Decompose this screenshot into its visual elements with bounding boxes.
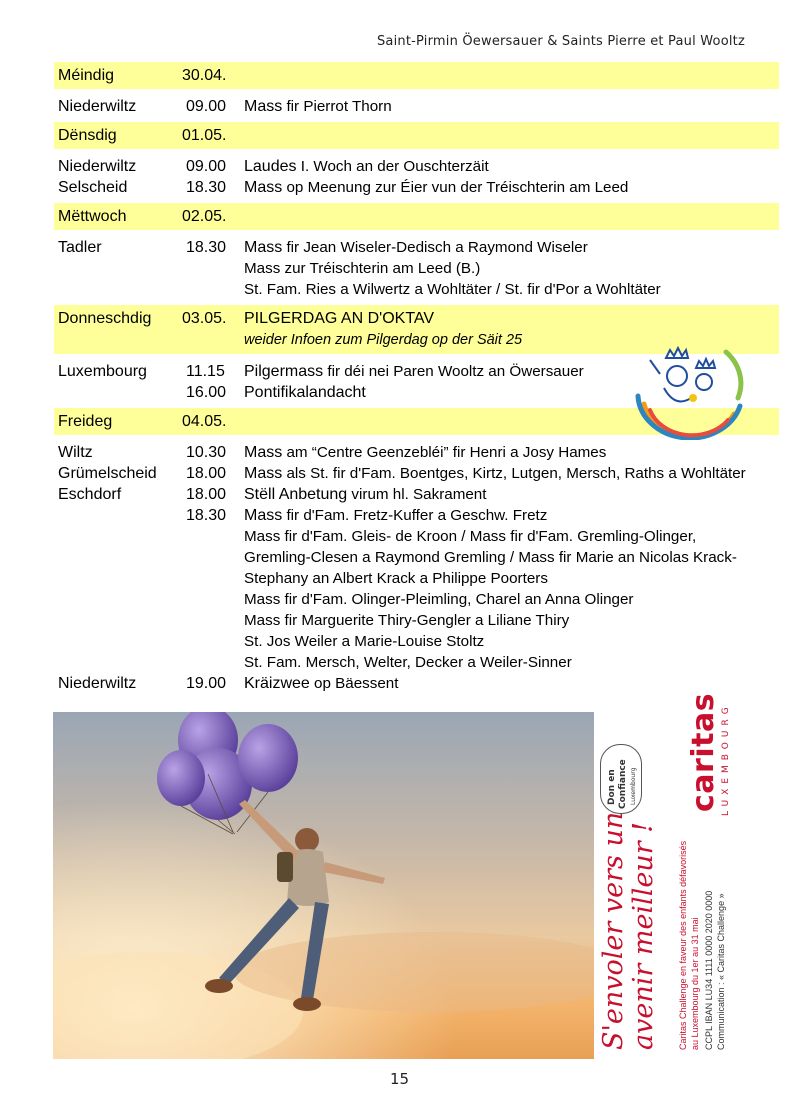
row-text — [244, 382, 366, 403]
page-number: 15 — [389, 1070, 410, 1088]
slogan-line-1: S'envoler vers un — [598, 811, 629, 1050]
row-desc: fir Jean Wiseler-Dedisch a Raymond Wiseler — [282, 239, 588, 256]
row-label: Pilgermass — [244, 363, 324, 380]
day-date: 02.05. — [182, 208, 227, 225]
schedule-row — [54, 442, 779, 463]
day-entries — [54, 442, 779, 694]
row-desc: am “Centre Geenzebléi” fir Henri a Josy Hames — [282, 444, 607, 461]
schedule-row — [54, 673, 779, 694]
schedule-row — [54, 237, 779, 258]
row-place: Grümelscheid — [58, 465, 157, 482]
row-label: Mass — [244, 98, 283, 115]
schedule-row — [54, 568, 779, 589]
row-text — [244, 547, 737, 568]
row-time: 11.15 — [186, 363, 225, 380]
day-header — [54, 62, 779, 89]
day-name: Dënsdig — [58, 127, 117, 144]
row-time: 18.00 — [186, 465, 227, 482]
row-place: Wiltz — [58, 444, 93, 461]
row-desc: Stephany an Albert Krack a Philippe Poorters — [244, 570, 548, 587]
row-time: 09.00 — [186, 158, 227, 175]
row-place: Niederwiltz — [58, 158, 137, 175]
schedule-row — [54, 258, 779, 279]
schedule-row — [54, 526, 779, 547]
row-desc: Mass fir d'Fam. Olinger-Pleimling, Charel an Anna Olinger — [244, 591, 634, 608]
schedule-row — [54, 177, 779, 198]
row-text — [244, 279, 661, 300]
row-text — [244, 361, 584, 382]
row-text — [244, 568, 548, 589]
row-desc: St. Fam. Mersch, Welter, Decker a Weiler-Sinner — [244, 654, 572, 671]
row-time: 19.00 — [186, 675, 227, 692]
schedule-row — [54, 505, 779, 526]
row-text — [244, 96, 392, 117]
row-place: Tadler — [58, 239, 102, 256]
row-desc: op Bäessent — [309, 675, 399, 692]
row-label: Mass — [244, 444, 283, 461]
day-header — [54, 203, 779, 230]
schedule-row — [54, 589, 779, 610]
row-text — [244, 589, 634, 610]
day-name: Freideg — [58, 413, 113, 430]
day-date: 01.05. — [182, 127, 227, 144]
balloon-photo — [53, 712, 594, 1059]
row-text — [244, 505, 547, 526]
row-label: Mass — [244, 179, 283, 196]
row-time: 18.30 — [186, 507, 227, 524]
page-header: Saint-Pirmin Öewersauer & Saints Pierre et Paul Wooltz — [376, 34, 745, 49]
day-entries — [54, 237, 779, 300]
ad-info-line-4: Communication : « Caritas Challenge » — [716, 893, 726, 1050]
row-text — [244, 156, 489, 177]
row-label: Laudes — [244, 158, 297, 175]
schedule-row — [54, 610, 779, 631]
row-time: 16.00 — [186, 384, 227, 401]
row-desc: op Meenung zur Éier vun der Tréischterin am Leed — [282, 179, 629, 196]
schedule-row — [54, 652, 779, 673]
stamp-line-2: Confiance — [618, 759, 628, 809]
row-desc: I. Woch an der Ouschterzäit — [296, 158, 489, 175]
row-desc: Mass zur Tréischterin am Leed (B.) — [244, 260, 481, 277]
schedule-row — [54, 96, 779, 117]
schedule-row — [54, 156, 779, 177]
slogan-line-2: avenir meilleur ! — [628, 821, 659, 1050]
row-label: Pontifikalandacht — [244, 384, 366, 401]
row-text — [244, 631, 484, 652]
day-entries — [54, 96, 779, 117]
stamp-line-3: Luxembourg — [630, 767, 637, 805]
ad-sidebar — [594, 692, 742, 1059]
row-desc: Mass fir d'Fam. Gleis- de Kroon / Mass fir d'Fam. Gremling-Olinger, — [244, 528, 697, 545]
row-text — [244, 237, 588, 258]
row-text — [244, 673, 398, 694]
row-time: 18.30 — [186, 179, 227, 196]
row-desc: Mass fir Marguerite Thiry-Gengler a Liliane Thiry — [244, 612, 570, 629]
schedule-row — [54, 547, 779, 568]
row-label: Mass — [244, 239, 283, 256]
day-title: PILGERDAG AN D'OKTAV — [244, 310, 435, 327]
row-time: 18.00 — [186, 486, 227, 503]
day-date: 04.05. — [182, 413, 227, 430]
row-text — [244, 652, 572, 673]
row-text — [244, 177, 628, 198]
row-place: Niederwiltz — [58, 675, 137, 692]
row-time: 09.00 — [186, 98, 227, 115]
balloon-flight-illustration — [53, 712, 594, 1059]
caritas-brand: caritas — [686, 692, 721, 812]
row-desc: Gremling-Clesen a Raymond Gremling / Mass fir Marie an Nicolas Krack- — [244, 549, 737, 566]
row-desc: fir Pierrot Thorn — [282, 98, 392, 115]
day-date: 30.04. — [182, 67, 227, 84]
schedule-row — [54, 631, 779, 652]
day-header — [54, 122, 779, 149]
day-name: Donneschdig — [58, 310, 152, 327]
row-label: Kräizwee — [244, 675, 310, 692]
caritas-ad — [53, 692, 742, 1059]
row-text — [244, 484, 486, 505]
row-time: 18.30 — [186, 239, 227, 256]
day-subtitle: weider Infoen zum Pilgerdag op der Säit 25 — [244, 332, 523, 348]
row-time: 10.30 — [186, 444, 227, 461]
row-text — [244, 258, 480, 279]
row-label: Stëll Anbetung — [244, 486, 348, 503]
pilgrimage-logo-icon — [630, 344, 748, 440]
row-desc: fir d'Fam. Fretz-Kuffer a Geschw. Fretz — [282, 507, 548, 524]
row-place: Eschdorf — [58, 486, 122, 503]
row-text — [244, 526, 696, 547]
row-place: Selscheid — [58, 179, 128, 196]
day-name: Méindig — [58, 67, 115, 84]
day-name: Mëttwoch — [58, 208, 127, 225]
don-en-confiance-stamp — [600, 744, 642, 814]
ad-info-line-3: CCPL IBAN LU34 1111 0000 2020 0000 — [704, 890, 714, 1050]
row-desc: St. Fam. Ries a Wilwertz a Wohltäter / St. fir d'Por a Wohltäter — [244, 281, 661, 298]
caritas-brand-sub: LUXEMBOURG — [721, 702, 731, 816]
ad-info-line-2: au Luxembourg du 1er au 31 mai — [690, 917, 700, 1050]
stamp-line-1: Don en — [607, 769, 617, 805]
row-text — [244, 463, 746, 484]
schedule-row — [54, 484, 779, 505]
row-desc: St. Jos Weiler a Marie-Louise Stoltz — [244, 633, 485, 650]
row-desc: als St. fir d'Fam. Boentges, Kirtz, Lutgen, Mersch, Raths a Wohltäter — [282, 465, 746, 482]
ad-info-line-1: Caritas Challenge en faveur des enfants défavorisés — [678, 840, 688, 1050]
row-desc: fir déi nei Paren Wooltz an Öwersauer — [323, 363, 584, 380]
day-date: 03.05. — [182, 310, 227, 327]
row-text — [244, 442, 606, 463]
row-place: Luxembourg — [58, 363, 147, 380]
row-text — [244, 610, 569, 631]
row-place: Niederwiltz — [58, 98, 137, 115]
schedule-row — [54, 279, 779, 300]
row-label: Mass — [244, 507, 283, 524]
day-entries — [54, 156, 779, 198]
row-desc: virum hl. Sakrament — [347, 486, 487, 503]
row-label: Mass — [244, 465, 283, 482]
schedule-row — [54, 463, 779, 484]
